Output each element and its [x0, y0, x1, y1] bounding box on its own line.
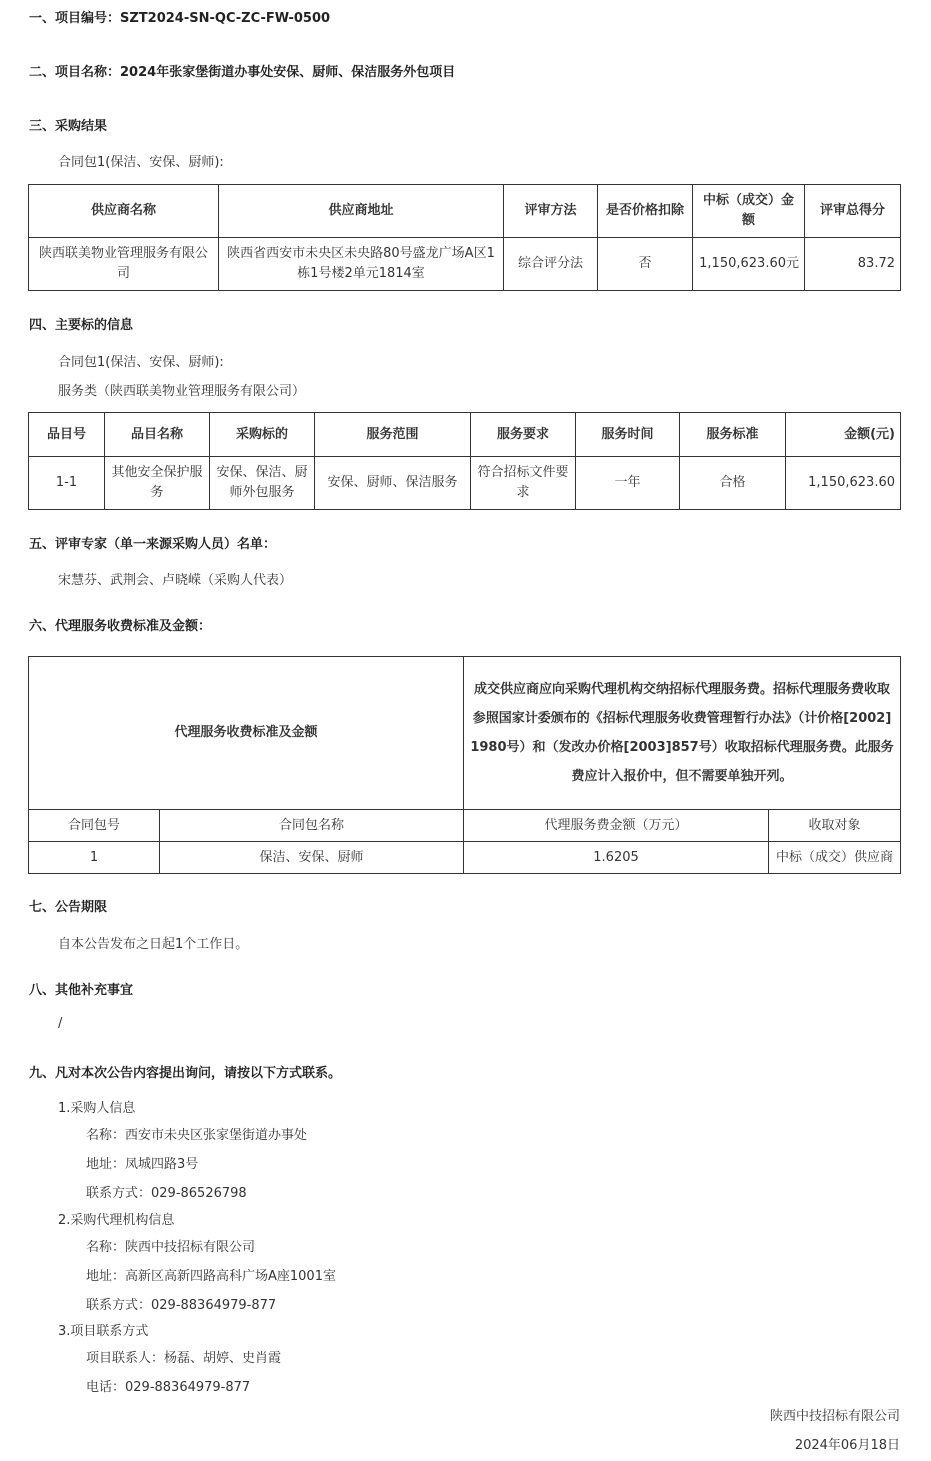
col-header: 中标（成交）金额 [693, 185, 805, 238]
item-amount: 1,150,623.60 [786, 457, 901, 510]
col-header: 评审总得分 [805, 185, 901, 238]
col-header: 服务要求 [471, 413, 576, 457]
fee-payer: 中标（成交）供应商 [769, 842, 901, 874]
col-header: 品目号 [29, 413, 105, 457]
project-code: SZT2024-SN-QC-ZC-FW-0500 [120, 11, 331, 26]
procurement-subject: 安保、保洁、厨师外包服务 [210, 457, 315, 510]
table-row [29, 457, 901, 510]
section3-title: 三、采购结果 [29, 119, 108, 134]
supplier-name: 陕西联美物业管理服务有限公司 [29, 238, 219, 291]
fee-standard-desc: 成交供应商应向采购代理机构交纳招标代理服务费。招标代理服务费收取参照国家计委颁布的《招标代理服务收费管理暂行办法》（计价格[2002]1980号）和（发改办价格[2003]857号）收取招标代理服务费。此服务费应计入报价中，但不需要单独开列。 [464, 657, 901, 810]
section6-title: 六、代理服务收费标准及金额： [29, 619, 212, 634]
project-contact-person: 项目联系人：杨磊、胡婷、史肖霞 [86, 1351, 282, 1366]
agency-name: 名称：陕西中技招标有限公司 [86, 1240, 256, 1255]
col-header: 服务范围 [315, 413, 471, 457]
agency-address: 地址：高新区高新四路高科广场A座1001室 [86, 1269, 336, 1284]
col-header: 采购标的 [210, 413, 315, 457]
notice-period: 自本公告发布之日起1个工作日。 [58, 937, 249, 952]
purchaser-address: 地址：凤城四路3号 [86, 1157, 199, 1172]
purchaser-contact: 联系方式：029-86526798 [86, 1186, 247, 1201]
section4-package: 合同包1(保洁、安保、厨师): [58, 355, 224, 370]
price-deduction: 否 [598, 238, 693, 291]
col-header: 评审方法 [504, 185, 598, 238]
section4-category: 服务类（陕西联美物业管理服务有限公司） [58, 384, 306, 399]
section3-package: 合同包1(保洁、安保、厨师): [58, 155, 224, 170]
section2-title: 二、项目名称： [29, 65, 121, 80]
col-header: 供应商地址 [219, 185, 504, 238]
service-scope: 安保、厨师、保洁服务 [315, 457, 471, 510]
col-header: 合同包名称 [160, 810, 464, 842]
winning-amount: 1,150,623.60元 [693, 238, 805, 291]
agency-fee-table [28, 656, 901, 874]
section5-title: 五、评审专家（单一来源采购人员）名单： [29, 537, 277, 552]
agency-contact: 联系方式：029-88364979-877 [86, 1298, 277, 1313]
project-contact-phone: 电话：029-88364979-877 [86, 1380, 251, 1395]
col-header: 供应商名称 [29, 185, 219, 238]
package-name: 保洁、安保、厨师 [160, 842, 464, 874]
agency-fee-amount: 1.6205 [464, 842, 769, 874]
project-name: 2024年张家堡街道办事处安保、厨师、保洁服务外包项目 [120, 65, 456, 80]
service-requirement: 符合招标文件要求 [471, 457, 576, 510]
col-header: 收取对象 [769, 810, 901, 842]
procurement-result-table [28, 184, 901, 291]
section1-title: 一、项目编号： [29, 11, 121, 26]
project-code-line [29, 7, 330, 26]
total-score: 83.72 [805, 238, 901, 291]
table-row [29, 238, 901, 291]
item-number: 1-1 [29, 457, 105, 510]
col-header: 品目名称 [105, 413, 210, 457]
package-number: 1 [29, 842, 160, 874]
service-standard: 合格 [680, 457, 786, 510]
table-header-row [29, 413, 901, 457]
table-header-row [29, 185, 901, 238]
project-contact-heading: 3.项目联系方式 [58, 1324, 149, 1339]
table-header-row [29, 810, 901, 842]
agency-heading: 2.采购代理机构信息 [58, 1213, 175, 1228]
footer-date: 2024年06月18日 [794, 1438, 900, 1453]
col-header: 服务时间 [576, 413, 680, 457]
fee-standard-label: 代理服务收费标准及金额 [29, 657, 464, 810]
col-header: 服务标准 [680, 413, 786, 457]
project-name-line [29, 61, 455, 80]
section4-title: 四、主要标的信息 [29, 318, 134, 333]
col-header: 金额(元) [786, 413, 901, 457]
col-header: 代理服务费金额（万元） [464, 810, 769, 842]
subject-info-table [28, 412, 901, 510]
purchaser-name: 名称：西安市未央区张家堡街道办事处 [86, 1128, 308, 1143]
supplier-address: 陕西省西安市未央区未央路80号盛龙广场A区1栋1号楼2单元1814室 [219, 238, 504, 291]
footer-company: 陕西中技招标有限公司 [769, 1409, 900, 1424]
fee-standard-row [29, 657, 901, 810]
purchaser-heading: 1.采购人信息 [58, 1101, 136, 1116]
service-time: 一年 [576, 457, 680, 510]
section8-title: 八、其他补充事宜 [29, 983, 134, 998]
supplementary-text: / [58, 1016, 63, 1031]
review-method: 综合评分法 [504, 238, 598, 291]
section7-title: 七、公告期限 [29, 900, 108, 915]
section9-title: 九、凡对本次公告内容提出询问，请按以下方式联系。 [29, 1066, 342, 1081]
item-name: 其他安全保护服务 [105, 457, 210, 510]
expert-names: 宋慧芬、武荆会、卢晓嵘（采购人代表） [58, 573, 293, 588]
col-header: 是否价格扣除 [598, 185, 693, 238]
col-header: 合同包号 [29, 810, 160, 842]
table-row [29, 842, 901, 874]
